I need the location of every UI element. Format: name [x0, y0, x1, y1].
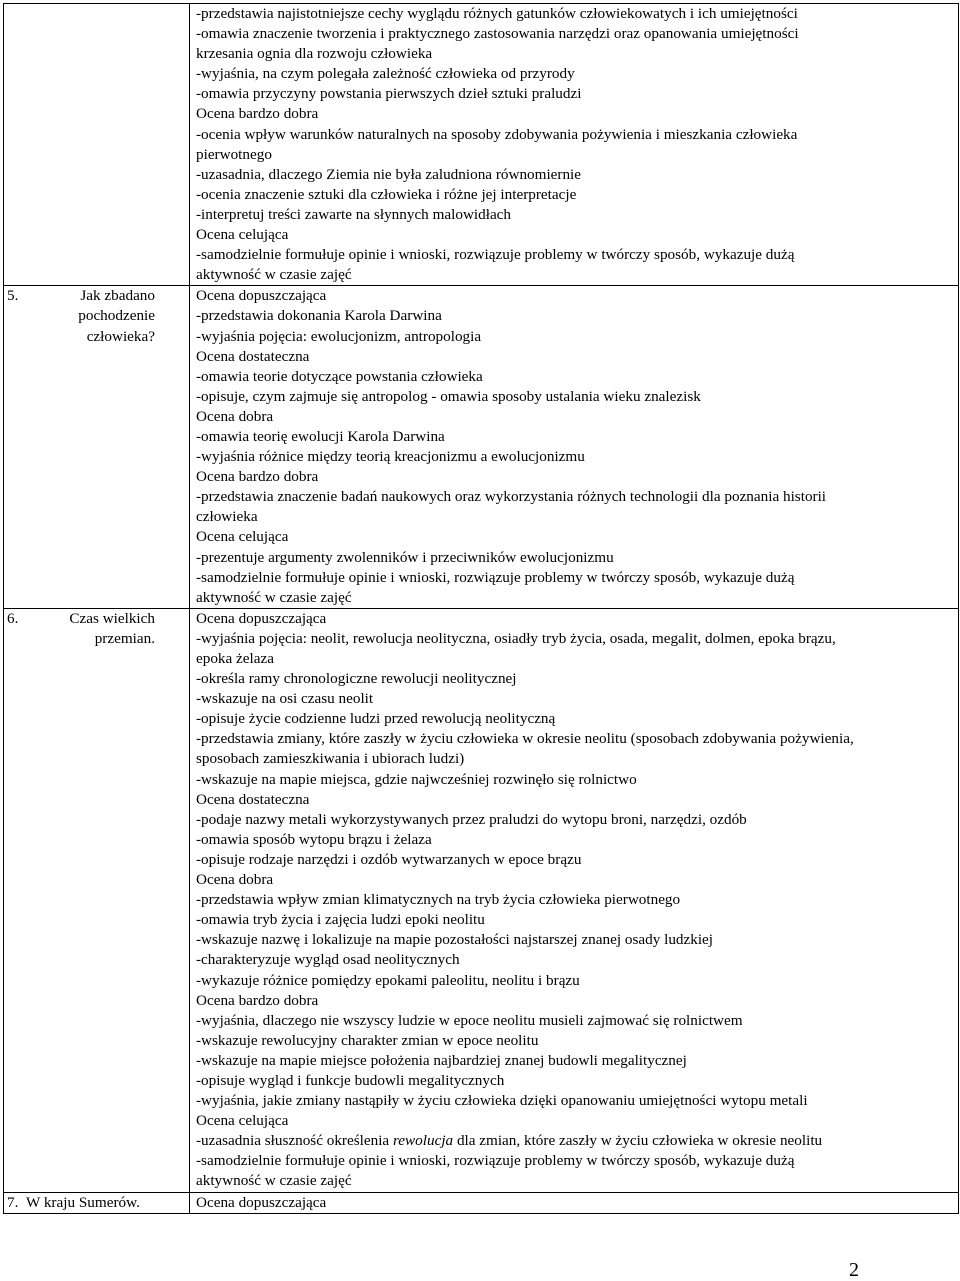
requirement-text: dla zmian, które zaszły w życiu człowieka w okresie neolitu: [453, 1132, 823, 1150]
table-row: [4, 608, 959, 1192]
requirement-line: -wyjaśnia, na czym polegała zależność człowieka od przyrody: [196, 65, 575, 83]
requirement-line: Ocena dostateczna: [196, 347, 310, 365]
requirement-line: Ocena celująca: [196, 226, 289, 244]
requirement-line: -wykazuje różnice pomiędzy epokami paleolitu, neolitu i brązu: [196, 971, 580, 989]
requirement-line: -wskazuje na osi czasu neolit: [196, 690, 374, 708]
topic-number: 7.: [7, 1193, 19, 1211]
requirement-line: -interpretuj treści zawarte na słynnych malowidłach: [196, 205, 512, 223]
requirement-line: -przedstawia dokonania Karola Darwina: [196, 307, 442, 325]
topic-title: [4, 286, 189, 346]
requirement-line: aktywność w czasie zajęć: [196, 1172, 352, 1190]
requirement-line: epoka żelaza: [196, 650, 274, 667]
requirements-cell: [190, 608, 959, 1192]
requirement-line: Ocena dostateczna: [196, 790, 310, 808]
requirement-line: Ocena bardzo dobra: [196, 991, 319, 1009]
requirement-line: -przedstawia wpływ zmian klimatycznych na tryb życia człowieka pierwotnego: [196, 891, 681, 909]
table-row: [4, 4, 959, 286]
requirement-line: -samodzielnie formułuje opinie i wnioski, rozwiązuje problemy w twórczy sposób, wykazuje dużą: [196, 568, 795, 586]
requirement-line: -wyjaśnia różnice między teorią kreacjonizmu a ewolucjonizmu: [196, 448, 585, 466]
requirement-line: [196, 1131, 954, 1151]
table-row: [4, 1192, 959, 1213]
topic-title: [4, 609, 189, 649]
requirement-line: Ocena celująca: [196, 1112, 289, 1130]
requirement-line: -opisuje wygląd i funkcje budowli megalitycznych: [196, 1071, 505, 1089]
topic-cell: [4, 4, 190, 286]
requirement-line: -omawia znaczenie tworzenia i praktycznego zastosowania narzędzi oraz opanowania umiejętności: [196, 25, 799, 43]
requirement-text: -uzasadnia słuszność określenia: [196, 1132, 393, 1150]
requirement-line: -podaje nazwy metali wykorzystywanych przez praludzi do wytopu broni, narzędzi, ozdób: [196, 810, 747, 828]
requirement-line: aktywność w czasie zajęć: [196, 588, 352, 606]
requirement-line: -omawia teorie dotyczące powstania człowieka: [196, 367, 483, 385]
requirement-line: -przedstawia zmiany, które zaszły w życiu człowieka w okresie neolitu (sposobach zdobywania pożywienia,: [196, 730, 854, 748]
requirement-line: Ocena dopuszczająca: [196, 1193, 327, 1211]
requirement-line: sposobach zamieszkiwania i ubiorach ludzi): [196, 750, 465, 768]
requirement-line: krzesania ognia dla rozwoju człowieka: [196, 45, 433, 63]
requirement-line: -opisuje życie codzienne ludzi przed rewolucją neolityczną: [196, 710, 556, 728]
topic-title: [4, 1193, 189, 1213]
requirement-line: -wyjaśnia pojęcia: ewolucjonizm, antropologia: [196, 327, 482, 345]
emphasized-term: rewolucja: [392, 1132, 454, 1150]
topic-name-line: Jak zbadano: [80, 287, 155, 305]
requirement-line: -omawia sposób wytopu brązu i żelaza: [196, 830, 432, 848]
requirement-line: -opisuje rodzaje narzędzi i ozdób wytwarzanych w epoce brązu: [196, 850, 582, 868]
requirement-line: -wyjaśnia, jakie zmiany nastąpiły w życiu człowieka dzięki opanowaniu umiejętności wytopu metali: [196, 1092, 808, 1110]
requirement-line: pierwotnego: [196, 145, 272, 163]
requirement-line: Ocena dobra: [196, 407, 274, 425]
requirement-line: -ocenia znaczenie sztuki dla człowieka i różne jej interpretacje: [196, 185, 577, 203]
requirement-line: -wyjaśnia pojęcia: neolit, rewolucja neolityczna, osiadły tryb życia, osada, megalit, dolmen, epoka brązu,: [196, 629, 836, 647]
requirement-line: człowieka: [196, 508, 258, 526]
requirement-line: -przedstawia najistotniejsze cechy wyglądu różnych gatunków człowiekowatych i ich umiejętności: [196, 5, 798, 22]
requirement-line: Ocena bardzo dobra: [196, 468, 319, 486]
topic-name-line: W kraju Sumerów.: [25, 1193, 140, 1211]
curriculum-table: [3, 3, 959, 1214]
requirement-line: -wyjaśnia, dlaczego nie wszyscy ludzie w epoce neolitu musieli zajmować się rolnictwem: [196, 1011, 743, 1029]
requirement-line: -omawia przyczyny powstania pierwszych dzieł sztuki praludzi: [196, 85, 582, 103]
requirement-line: -uzasadnia, dlaczego Ziemia nie była zaludniona równomiernie: [196, 165, 582, 183]
requirements-cell: [190, 4, 959, 286]
topic-number: 6.: [7, 609, 19, 627]
requirement-line: -samodzielnie formułuje opinie i wnioski, rozwiązuje problemy w twórczy sposób, wykazuje dużą: [196, 246, 795, 264]
requirement-line: Ocena dopuszczająca: [196, 609, 327, 627]
requirements-list: [190, 286, 958, 608]
requirement-line: Ocena dopuszczająca: [196, 287, 327, 305]
requirement-line: -charakteryzuje wygląd osad neolitycznych: [196, 951, 460, 969]
requirement-line: -wskazuje nazwę i lokalizuje na mapie pozostałości najstarszej znanej osady ludzkiej: [196, 931, 714, 949]
page-number: 2: [849, 1259, 859, 1281]
requirement-line: -prezentuje argumenty zwolenników i przeciwników ewolucjonizmu: [196, 548, 614, 566]
requirement-line: -wskazuje na mapie miejsca, gdzie najwcześniej rozwinęło się rolnictwo: [196, 770, 637, 788]
requirement-line: -omawia tryb życia i zajęcia ludzi epoki neolitu: [196, 911, 485, 929]
requirements-list: [190, 4, 958, 285]
requirements-cell: [190, 286, 959, 609]
requirement-line: -określa ramy chronologiczne rewolucji neolitycznej: [196, 670, 517, 688]
requirement-line: -ocenia wpływ warunków naturalnych na sposoby zdobywania pożywienia i mieszkania człowieka: [196, 125, 798, 143]
requirement-line: aktywność w czasie zajęć: [196, 266, 352, 284]
requirements-list: [190, 1193, 958, 1213]
requirement-line: -wskazuje rewolucyjny charakter zmian w epoce neolitu: [196, 1031, 539, 1049]
topic-number: 5.: [7, 287, 19, 305]
requirement-line: -przedstawia znaczenie badań naukowych oraz wykorzystania różnych technologii dla poznania historii: [196, 488, 827, 506]
topic-name-line: przemian.: [94, 629, 155, 647]
requirement-line: Ocena bardzo dobra: [196, 105, 319, 123]
topic-cell: [4, 608, 190, 1192]
table-row: [4, 286, 959, 609]
requirements-cell: [190, 1192, 959, 1213]
requirement-line: -wskazuje na mapie miejsce położenia najbardziej znanej budowli megalitycznej: [196, 1051, 687, 1069]
topic-name-line: pochodzenie: [78, 307, 155, 325]
topic-name-line: człowieka?: [86, 327, 155, 345]
topic-name-line: Czas wielkich: [69, 609, 155, 627]
topic-cell: [4, 1192, 190, 1213]
requirement-line: -samodzielnie formułuje opinie i wnioski, rozwiązuje problemy w twórczy sposób, wykazuje dużą: [196, 1152, 795, 1170]
topic-cell: [4, 286, 190, 609]
requirement-line: Ocena celująca: [196, 528, 289, 546]
requirements-list: [190, 609, 958, 1192]
requirement-line: -opisuje, czym zajmuje się antropolog - omawia sposoby ustalania wieku znalezisk: [196, 387, 701, 405]
requirement-line: Ocena dobra: [196, 871, 274, 889]
requirement-line: -omawia teorię ewolucji Karola Darwina: [196, 427, 445, 445]
